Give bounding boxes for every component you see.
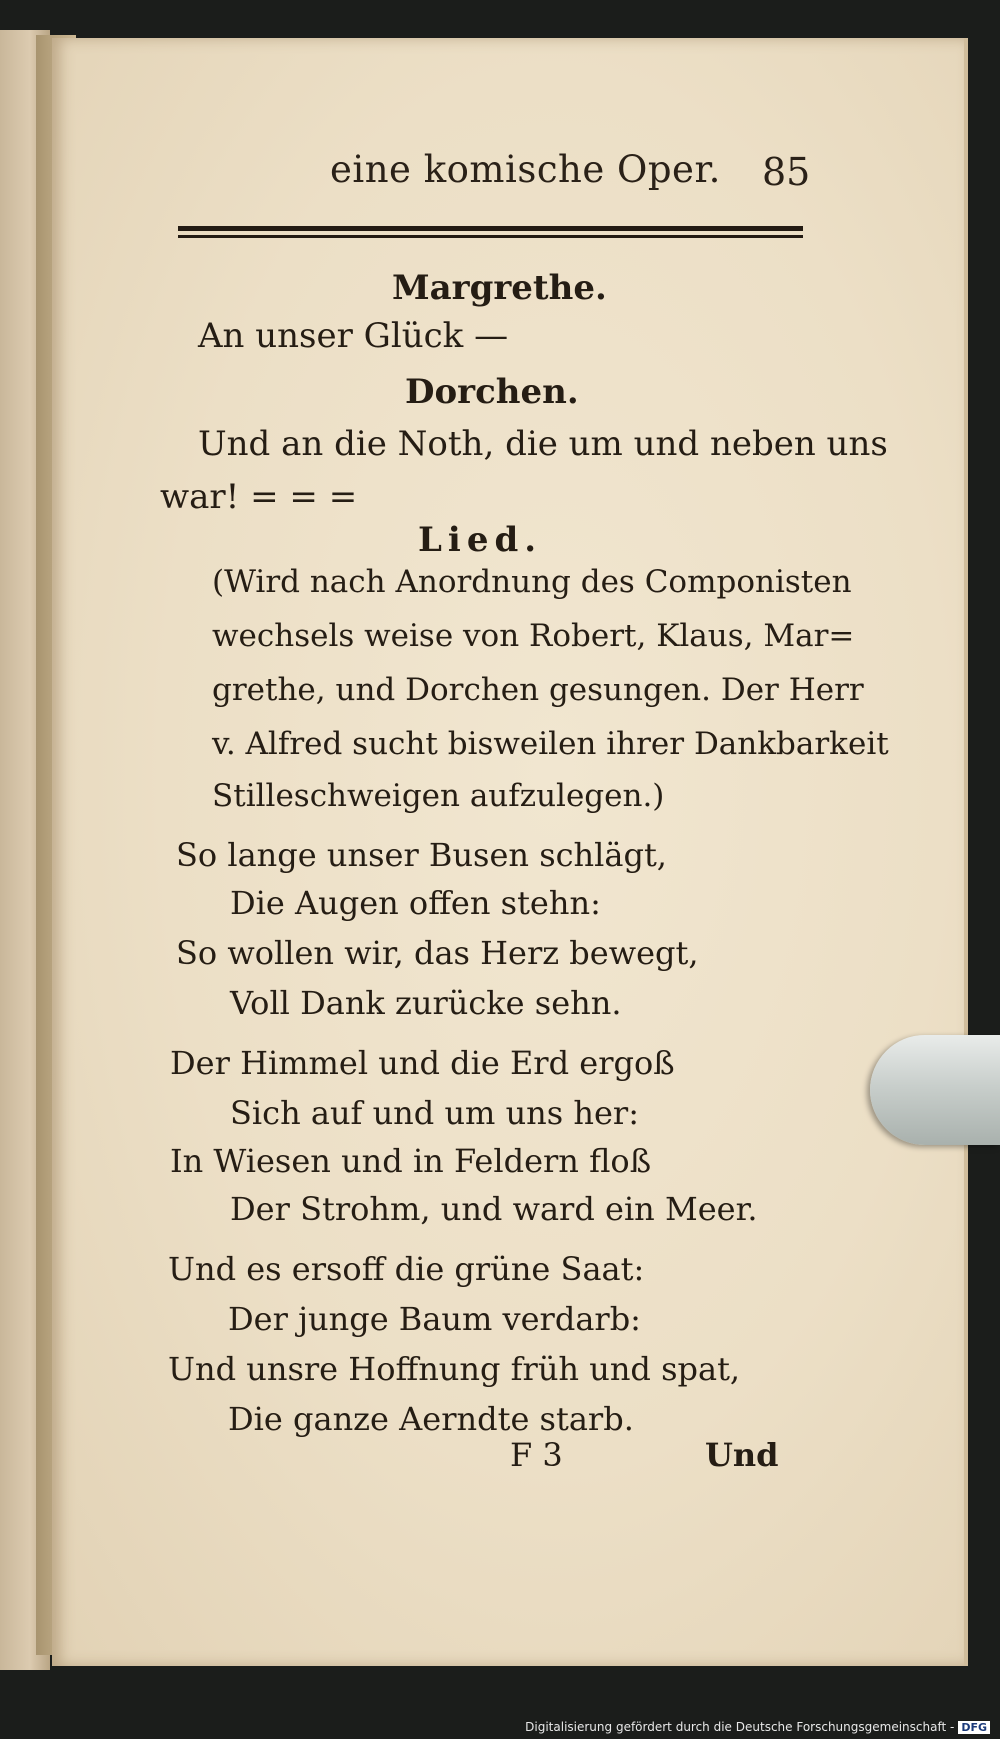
stage-direction-line: wechsels weise von Robert, Klaus, Mar=	[212, 618, 855, 654]
section-heading: Lied.	[418, 520, 543, 560]
verse-line: Die ganze Aerndte starb.	[228, 1400, 634, 1438]
verse-line: Und unsre Hoffnung früh und spat,	[168, 1350, 741, 1388]
speaker-name: Dorchen.	[405, 372, 579, 412]
dialogue-line: Und an die Noth, die um und neben uns	[198, 424, 888, 464]
header-double-rule	[178, 226, 803, 240]
verse-line: Der Himmel und die Erd ergoß	[170, 1044, 675, 1082]
verse-line: Die Augen offen stehn:	[230, 884, 601, 922]
stage-direction-line: grethe, und Dorchen gesungen. Der Herr	[212, 672, 864, 708]
running-title: eine komische Oper.	[330, 148, 721, 191]
credit-text: Digitalisierung gefördert durch die Deutsche Forschungsgemeinschaft -	[525, 1720, 955, 1734]
dialogue-line: war! = = =	[160, 477, 358, 517]
signature-mark: F 3	[510, 1436, 563, 1474]
page-holder-clip	[870, 1035, 1000, 1145]
verse-line: Der junge Baum verdarb:	[228, 1300, 641, 1338]
dfg-logo: DFG	[958, 1721, 990, 1734]
dialogue-line: An unser Glück —	[198, 316, 509, 356]
verse-line: Der Strohm, und ward ein Meer.	[230, 1190, 758, 1228]
verse-line: So wollen wir, das Herz bewegt,	[176, 934, 699, 972]
verse-line: Und es ersoff die grüne Saat:	[168, 1250, 645, 1288]
verse-line: Voll Dank zurücke sehn.	[230, 984, 622, 1022]
digitization-credit	[525, 1720, 990, 1734]
verse-line: Sich auf und um uns her:	[230, 1094, 639, 1132]
verse-line: So lange unser Busen schlägt,	[176, 836, 667, 874]
stage-direction-line: Stilleschweigen aufzulegen.)	[212, 778, 665, 814]
stage-direction-line: v. Alfred sucht bisweilen ihrer Dankbarkeit	[212, 726, 889, 762]
page-number: 85	[762, 150, 811, 194]
speaker-name: Margrethe.	[392, 268, 607, 308]
verse-line: In Wiesen und in Feldern floß	[170, 1142, 652, 1180]
catchword: Und	[705, 1436, 779, 1474]
stage-direction-line: (Wird nach Anordnung des Componisten	[212, 564, 852, 600]
